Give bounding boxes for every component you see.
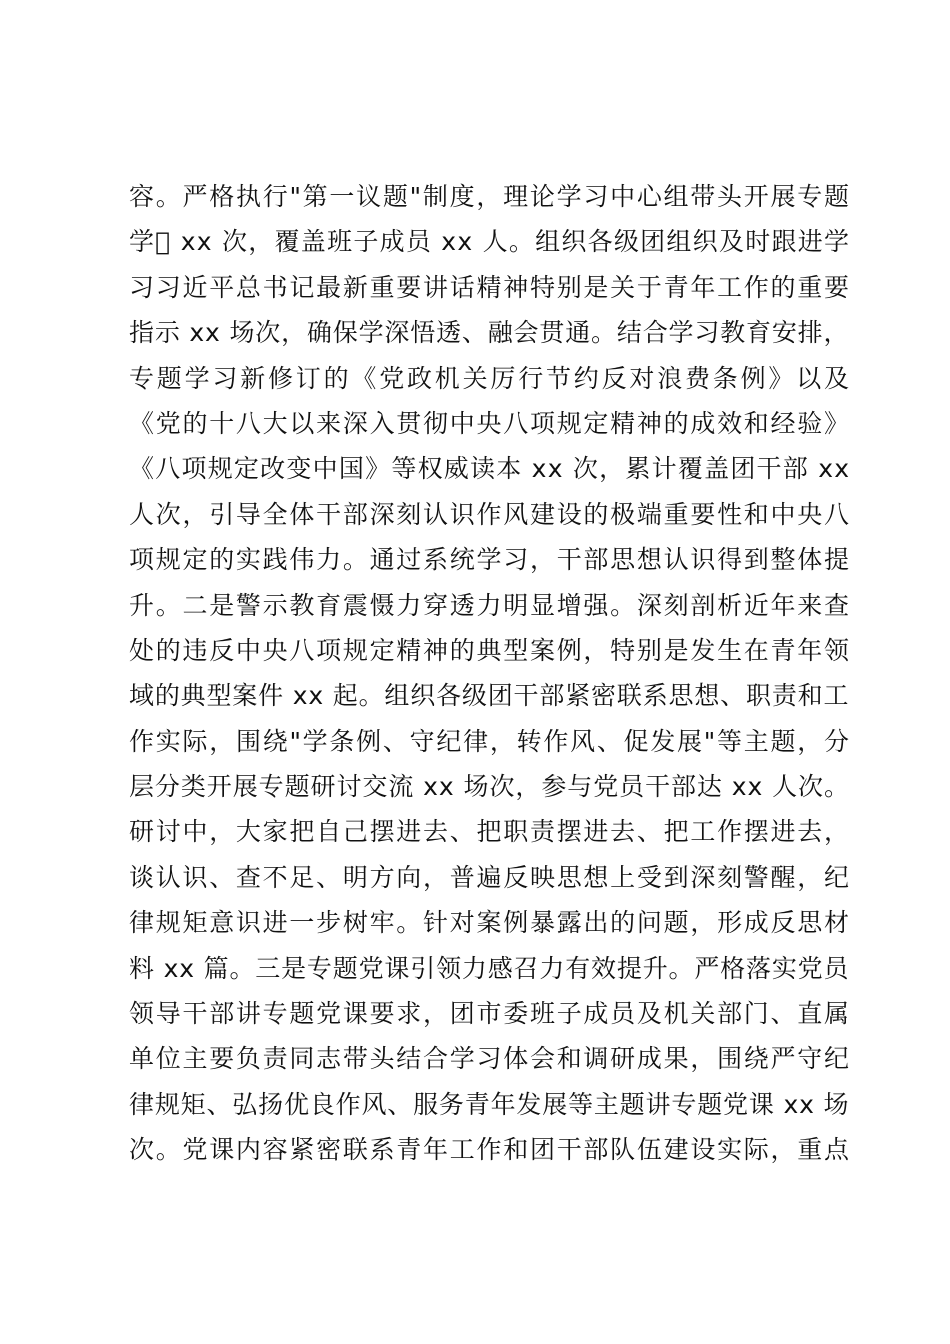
text-line: 处的违反中央八项规定精神的典型案例，特别是发生在青年领	[129, 635, 851, 665]
body-paragraph	[129, 174, 852, 1173]
text-line: 指示 xx 场次，确保学深悟透、融会贯通。结合学习教育安排，	[129, 318, 850, 348]
text-line: 专题学习新修订的《党政机关厉行节约反对浪费条例》以及	[129, 363, 852, 393]
text-line: 领导干部讲专题党课要求，团市委班子成员及机关部门、直属	[129, 999, 851, 1029]
text-line: 谈认识、查不足、明方向，普遍反映思想上受到深刻警醒，纪	[129, 862, 851, 892]
text-line: 研讨中，大家把自己摆进去、把职责摆进去、把工作摆进去，	[129, 817, 851, 847]
text-line: 容。严格执行"第一议题"制度，理论学习中心组带头开展专题	[129, 182, 851, 211]
text-line: 《八项规定改变中国》等权威读本 xx 次，累计覆盖团干部 xx	[129, 454, 851, 484]
text-line: 料 xx 篇。三是专题党课引领力感召力有效提升。严格落实党员	[129, 953, 850, 983]
text-line: 习习近平总书记最新重要讲话精神特别是关于青年工作的重要	[129, 272, 851, 302]
text-line: 次。党课内容紧密联系青年工作和团干部队伍建设实际，重点	[129, 1135, 851, 1165]
text-line: 作实际，围绕"学条例、守纪律，转作风、促发展"等主题，分	[129, 726, 851, 756]
text-line: 律规矩、弘扬优良作风、服务青年发展等主题讲专题党课 xx 场	[129, 1089, 850, 1119]
text-line: 域的典型案件 xx 起。组织各级团干部紧密联系思想、职责和工	[129, 681, 850, 711]
text-line: 升。二是警示教育震慑力穿透力明显增强。深刻剖析近年来查	[129, 590, 851, 620]
text-line: 项规定的实践伟力。通过系统学习，干部思想认识得到整体提	[129, 545, 851, 575]
text-line: 律规矩意识进一步树牢。针对案例暴露出的问题，形成反思材	[129, 908, 851, 938]
text-line: 《党的十八大以来深入贯彻中央八项规定精神的成效和经验》	[129, 408, 851, 438]
text-line: 层分类开展专题研讨交流 xx 场次，参与党员干部达 xx 人次。	[129, 772, 850, 802]
text-line: 学 xx 次，覆盖班子成员 xx 人。组织各级团组织及时跟进学	[129, 227, 834, 257]
text-line: 人次，引导全体干部深刻认识作风建设的极端重要性和中央八	[129, 499, 851, 529]
text-line: 单位主要负责同志带头结合学习体会和调研成果，围绕严守纪	[129, 1044, 851, 1074]
